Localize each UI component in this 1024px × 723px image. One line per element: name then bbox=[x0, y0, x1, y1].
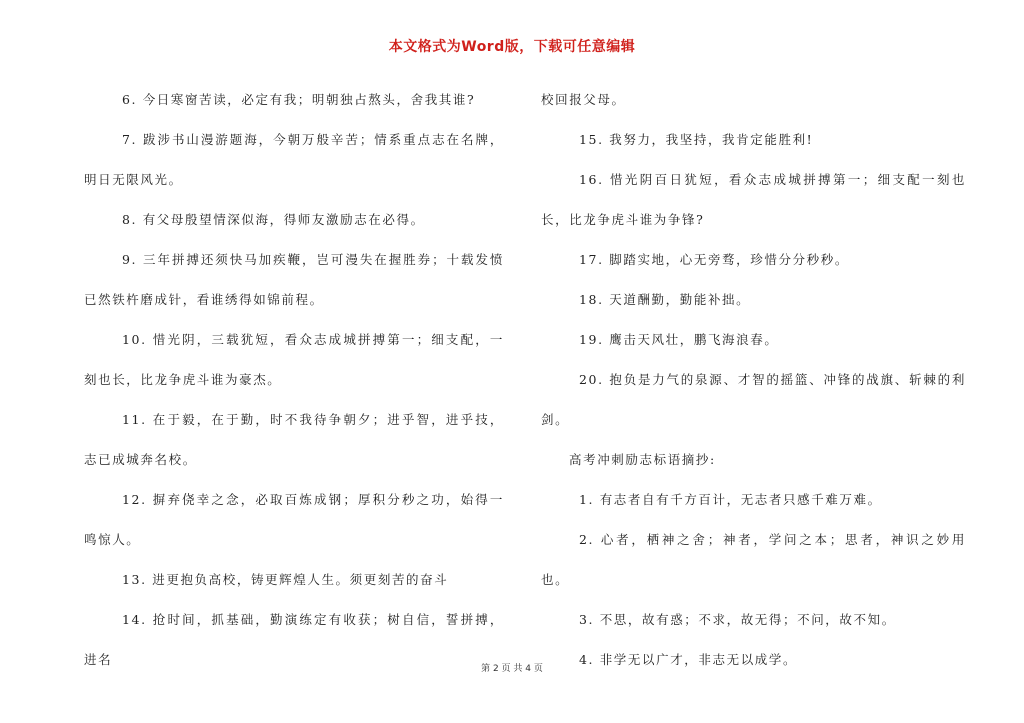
slogan-item-14-continuation: 校回报父母。 bbox=[541, 92, 626, 107]
excerpt-item-4: 4. 非学无以广才，非志无以成学。 bbox=[579, 652, 798, 667]
right-column bbox=[541, 80, 966, 680]
slogan-item-14: 14. 抢时间，抓基础，勤演练定有收获；树自信，誓拼搏，进名 bbox=[84, 612, 504, 667]
slogan-item-17: 17. 脚踏实地，心无旁骛，珍惜分分秒秒。 bbox=[579, 252, 849, 267]
document-header-title: 本文格式为Word版，下载可任意编辑 bbox=[388, 39, 636, 55]
excerpt-item-3: 3. 不思，故有惑；不求，故无得；不问，故不知。 bbox=[579, 612, 896, 627]
slogan-item-20: 20. 抱负是力气的泉源、才智的摇篮、冲锋的战旗、斩棘的利剑。 bbox=[541, 372, 966, 427]
slogan-item-7: 7. 跋涉书山漫游题海，今朝万般辛苦；情系重点志在名牌，明日无限风光。 bbox=[84, 132, 504, 187]
slogan-item-19: 19. 鹰击天风壮，鹏飞海浪春。 bbox=[579, 332, 779, 347]
slogan-item-18: 18. 天道酬勤，勤能补拙。 bbox=[579, 292, 751, 307]
slogan-item-9: 9. 三年拼搏还须快马加疾鞭，岂可漫失在握胜券；十载发愤已然铁杵磨成针，看谁绣得如锦前程。 bbox=[84, 252, 504, 307]
slogan-item-12: 12. 摒弃侥幸之念，必取百炼成钢；厚积分秒之功，始得一鸣惊人。 bbox=[84, 492, 504, 547]
page-number-footer: 第 2 页 共 4 页 bbox=[481, 664, 543, 674]
slogan-item-6: 6. 今日寒窗苦读，必定有我；明朝独占熬头，舍我其谁? bbox=[122, 92, 476, 107]
excerpt-item-1: 1. 有志者自有千方百计，无志者只感千难万难。 bbox=[579, 492, 882, 507]
slogan-item-11: 11. 在于毅，在于勤，时不我待争朝夕；进乎智，进乎技，志已成城奔名校。 bbox=[84, 412, 504, 467]
slogan-item-8: 8. 有父母殷望情深似海，得师友激励志在必得。 bbox=[122, 212, 425, 227]
slogan-item-15: 15. 我努力，我坚持，我肯定能胜利! bbox=[579, 132, 814, 147]
slogan-item-16: 16. 惜光阴百日犹短，看众志成城拼搏第一；细支配一刻也长，比龙争虎斗谁为争锋? bbox=[541, 172, 966, 227]
section-subheading: 高考冲刺励志标语摘抄: bbox=[569, 452, 716, 467]
left-column bbox=[84, 80, 504, 680]
excerpt-item-2: 2. 心者，栖神之舍；神者，学问之本；思者，神识之妙用也。 bbox=[541, 532, 966, 587]
slogan-item-13: 13. 进更抱负高校，铸更辉煌人生。须更刻苦的奋斗 bbox=[122, 572, 449, 587]
slogan-item-10: 10. 惜光阴，三载犹短，看众志成城拼搏第一；细支配，一刻也长，比龙争虎斗谁为豪杰。 bbox=[84, 332, 504, 387]
